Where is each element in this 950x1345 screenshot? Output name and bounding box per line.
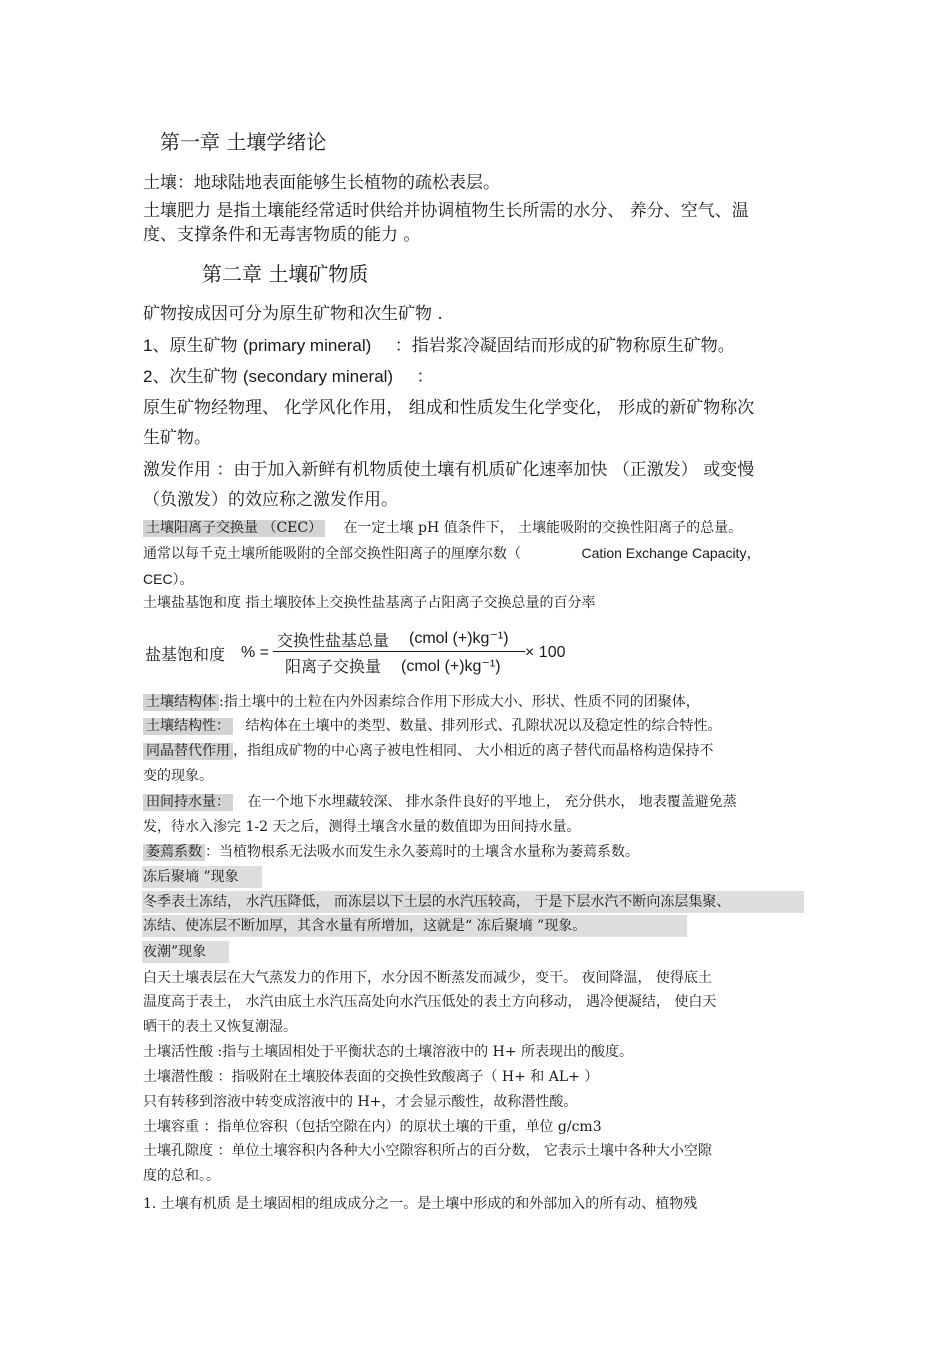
- cec-english-name: Cation Exchange Capacity，: [581, 545, 761, 561]
- formula-numerator: 交换性盐基总量: [277, 631, 390, 650]
- organic-matter: 1. 土壤有机质 是土壤固相的组成成分之一。是土壤中形成的和外部加入的所有动、植物残: [143, 1196, 698, 1212]
- structure-body-line: [143, 694, 808, 712]
- potential-acidity-line2: 只有转移到溶液中转变成溶液中的 H+，才会显示酸性，故称潜性酸。: [143, 1094, 578, 1110]
- secondary-mineral-line: [143, 366, 808, 388]
- cec-term: 土壤阳离子交换量 （CEC）: [143, 520, 325, 537]
- field-capacity-definition: 在一个地下水埋藏较深、 排水条件良好的平地上， 充分供水， 地表覆盖避免蒸: [247, 794, 737, 810]
- structure-property-definition: 结构体在土壤中的类型、数量、排列形式、孔隙状况以及稳定性的综合特性。: [245, 718, 722, 734]
- field-capacity-line1: [143, 794, 808, 812]
- cec-definition: 在一定土壤 pH 值条件下， 土壤能吸附的交换性阳离子的总量。: [343, 520, 743, 536]
- formula-multiplier: × 100: [525, 644, 566, 661]
- primary-mineral-label: 1、原生矿物: [143, 336, 238, 355]
- formula-percent-equals: % =: [241, 644, 270, 661]
- base-saturation-formula: [145, 630, 575, 685]
- structure-body-term: 土壤结构体: [143, 694, 219, 711]
- secondary-mineral-def-line2: 生矿物。: [143, 428, 211, 448]
- primary-mineral-english: (primary mineral): [242, 336, 372, 355]
- formula-label: 盐基饱和度: [145, 645, 226, 664]
- cec-line1: [143, 520, 808, 538]
- structure-body-definition: :指土壤中的土粒在内外因素综合作用下形成大小、形状、性质不同的团聚体，: [219, 694, 700, 710]
- freeze-line1: 冬季表土冻结， 水汽压降低， 而冻层以下土层的水汽压较高， 于是下层水汽不断向冻层集聚、: [143, 894, 731, 910]
- field-capacity-line2: 发，待水入渗完 1-2 天之后，测得土壤含水量的数值即为田间持水量。: [143, 819, 581, 835]
- chapter2-title: 第二章 土壤矿物质: [202, 262, 369, 286]
- chapter1-title: 第一章 土壤学绪论: [160, 130, 327, 154]
- night-tide-line2: 温度高于表土， 水汽由底土水汽压高处向水汽压低处的表土方向移动， 遇冷便凝结， 使白天: [143, 994, 717, 1010]
- minerals-intro: 矿物按成因可分为原生矿物和次生矿物 .: [143, 304, 443, 324]
- isomorphic-substitution-term: 同晶替代作用: [143, 743, 233, 760]
- secondary-mineral-def-line1: 原生矿物经物理、 化学风化作用， 组成和性质发生化学变化， 形成的新矿物称次: [143, 398, 755, 418]
- active-acidity: 土壤活性酸 :指与土壤固相处于平衡状态的土壤溶液中的 H+ 所表现出的酸度。: [143, 1044, 634, 1060]
- structure-property-term: 土壤结构性：: [143, 718, 233, 735]
- priming-effect-line2: （负激发）的效应称之激发作用。: [143, 490, 398, 510]
- cec-definition-cont: 通常以每千克土壤所能吸附的全部交换性阳离子的厘摩尔数（: [143, 546, 521, 562]
- night-tide-line1: 白天土壤表层在大气蒸发力的作用下，水分因不断蒸发而减少，变干。 夜间降温， 使得底土: [143, 970, 712, 986]
- fraction-bar: [273, 651, 525, 652]
- formula-denominator: 阳离子交换量: [285, 657, 382, 676]
- fertility-definition-line2: 度、支撑条件和无毒害物质的能力 。: [143, 225, 421, 245]
- night-tide-line3: 晒干的表土又恢复潮湿。: [143, 1019, 297, 1035]
- cec-line3: CEC）。: [143, 571, 194, 587]
- night-tide-title: 夜潮”现象: [143, 944, 207, 960]
- secondary-mineral-english: (secondary mineral): [242, 367, 394, 386]
- isomorphic-substitution-line2: 变的现象。: [143, 768, 213, 784]
- priming-effect-line1: 激发作用 ：由于加入新鲜有机物质使土壤有机质矿化速率加快 （正激发） 或变慢: [143, 460, 755, 480]
- formula-denominator-unit: (cmol (+)kg⁻¹): [401, 658, 501, 675]
- primary-mineral-definition: ：指岩浆冷凝固结而形成的矿物称原生矿物。: [394, 336, 735, 356]
- soil-definition: 土壤：地球陆地表面能够生长植物的疏松表层。: [143, 173, 500, 193]
- structure-property-line: [143, 718, 808, 736]
- porosity-line2: 度的总和。。: [143, 1168, 220, 1184]
- formula-numerator-unit: (cmol (+)kg⁻¹): [409, 630, 509, 647]
- isomorphic-substitution-line1: [143, 743, 808, 761]
- porosity-line1: 土壤孔隙度 ：单位土壤容积内各种大小空隙容积所占的百分数， 它表示土壤中各种大小空隙: [143, 1143, 712, 1159]
- freeze-title: 冻后聚墒 ”现象: [143, 869, 239, 885]
- wilting-coefficient-definition: ：当植物根系无法吸水而发生永久萎蔫时的土壤含水量称为萎蔫系数。: [205, 844, 639, 860]
- cec-line2: [143, 545, 808, 564]
- bulk-density: 土壤容重 ：指单位容积（包括空隙在内）的原状土壤的干重，单位 g/cm3: [143, 1119, 602, 1135]
- secondary-mineral-colon: ：: [416, 367, 434, 387]
- field-capacity-term: 田间持水量：: [143, 794, 233, 811]
- fertility-definition-line1: 土壤肥力 是指土壤能经常适时供给并协调植物生长所需的水分、 养分、空气、温: [143, 201, 749, 221]
- secondary-mineral-label: 2、次生矿物: [143, 367, 238, 386]
- isomorphic-substitution-definition: ，指组成矿物的中心离子被电性相同、 大小相近的离子替代而晶格构造保持不: [233, 743, 714, 759]
- freeze-line2: 冻结、使冻层不断加厚，其含水量有所增加，这就是“ 冻后聚墒 ”现象。: [143, 918, 587, 934]
- primary-mineral-line: [143, 335, 808, 357]
- base-saturation-definition: 土壤盐基饱和度 指土壤胶体上交换性盐基离子占阳离子交换总量的百分率: [143, 595, 596, 611]
- wilting-coefficient-line: [143, 844, 808, 862]
- wilting-coefficient-term: 萎蔫系数: [143, 844, 205, 861]
- potential-acidity-line1: 土壤潜性酸 ：指吸附在土壤胶体表面的交换性致酸离子（ H+ 和 AL+ ）: [143, 1069, 599, 1085]
